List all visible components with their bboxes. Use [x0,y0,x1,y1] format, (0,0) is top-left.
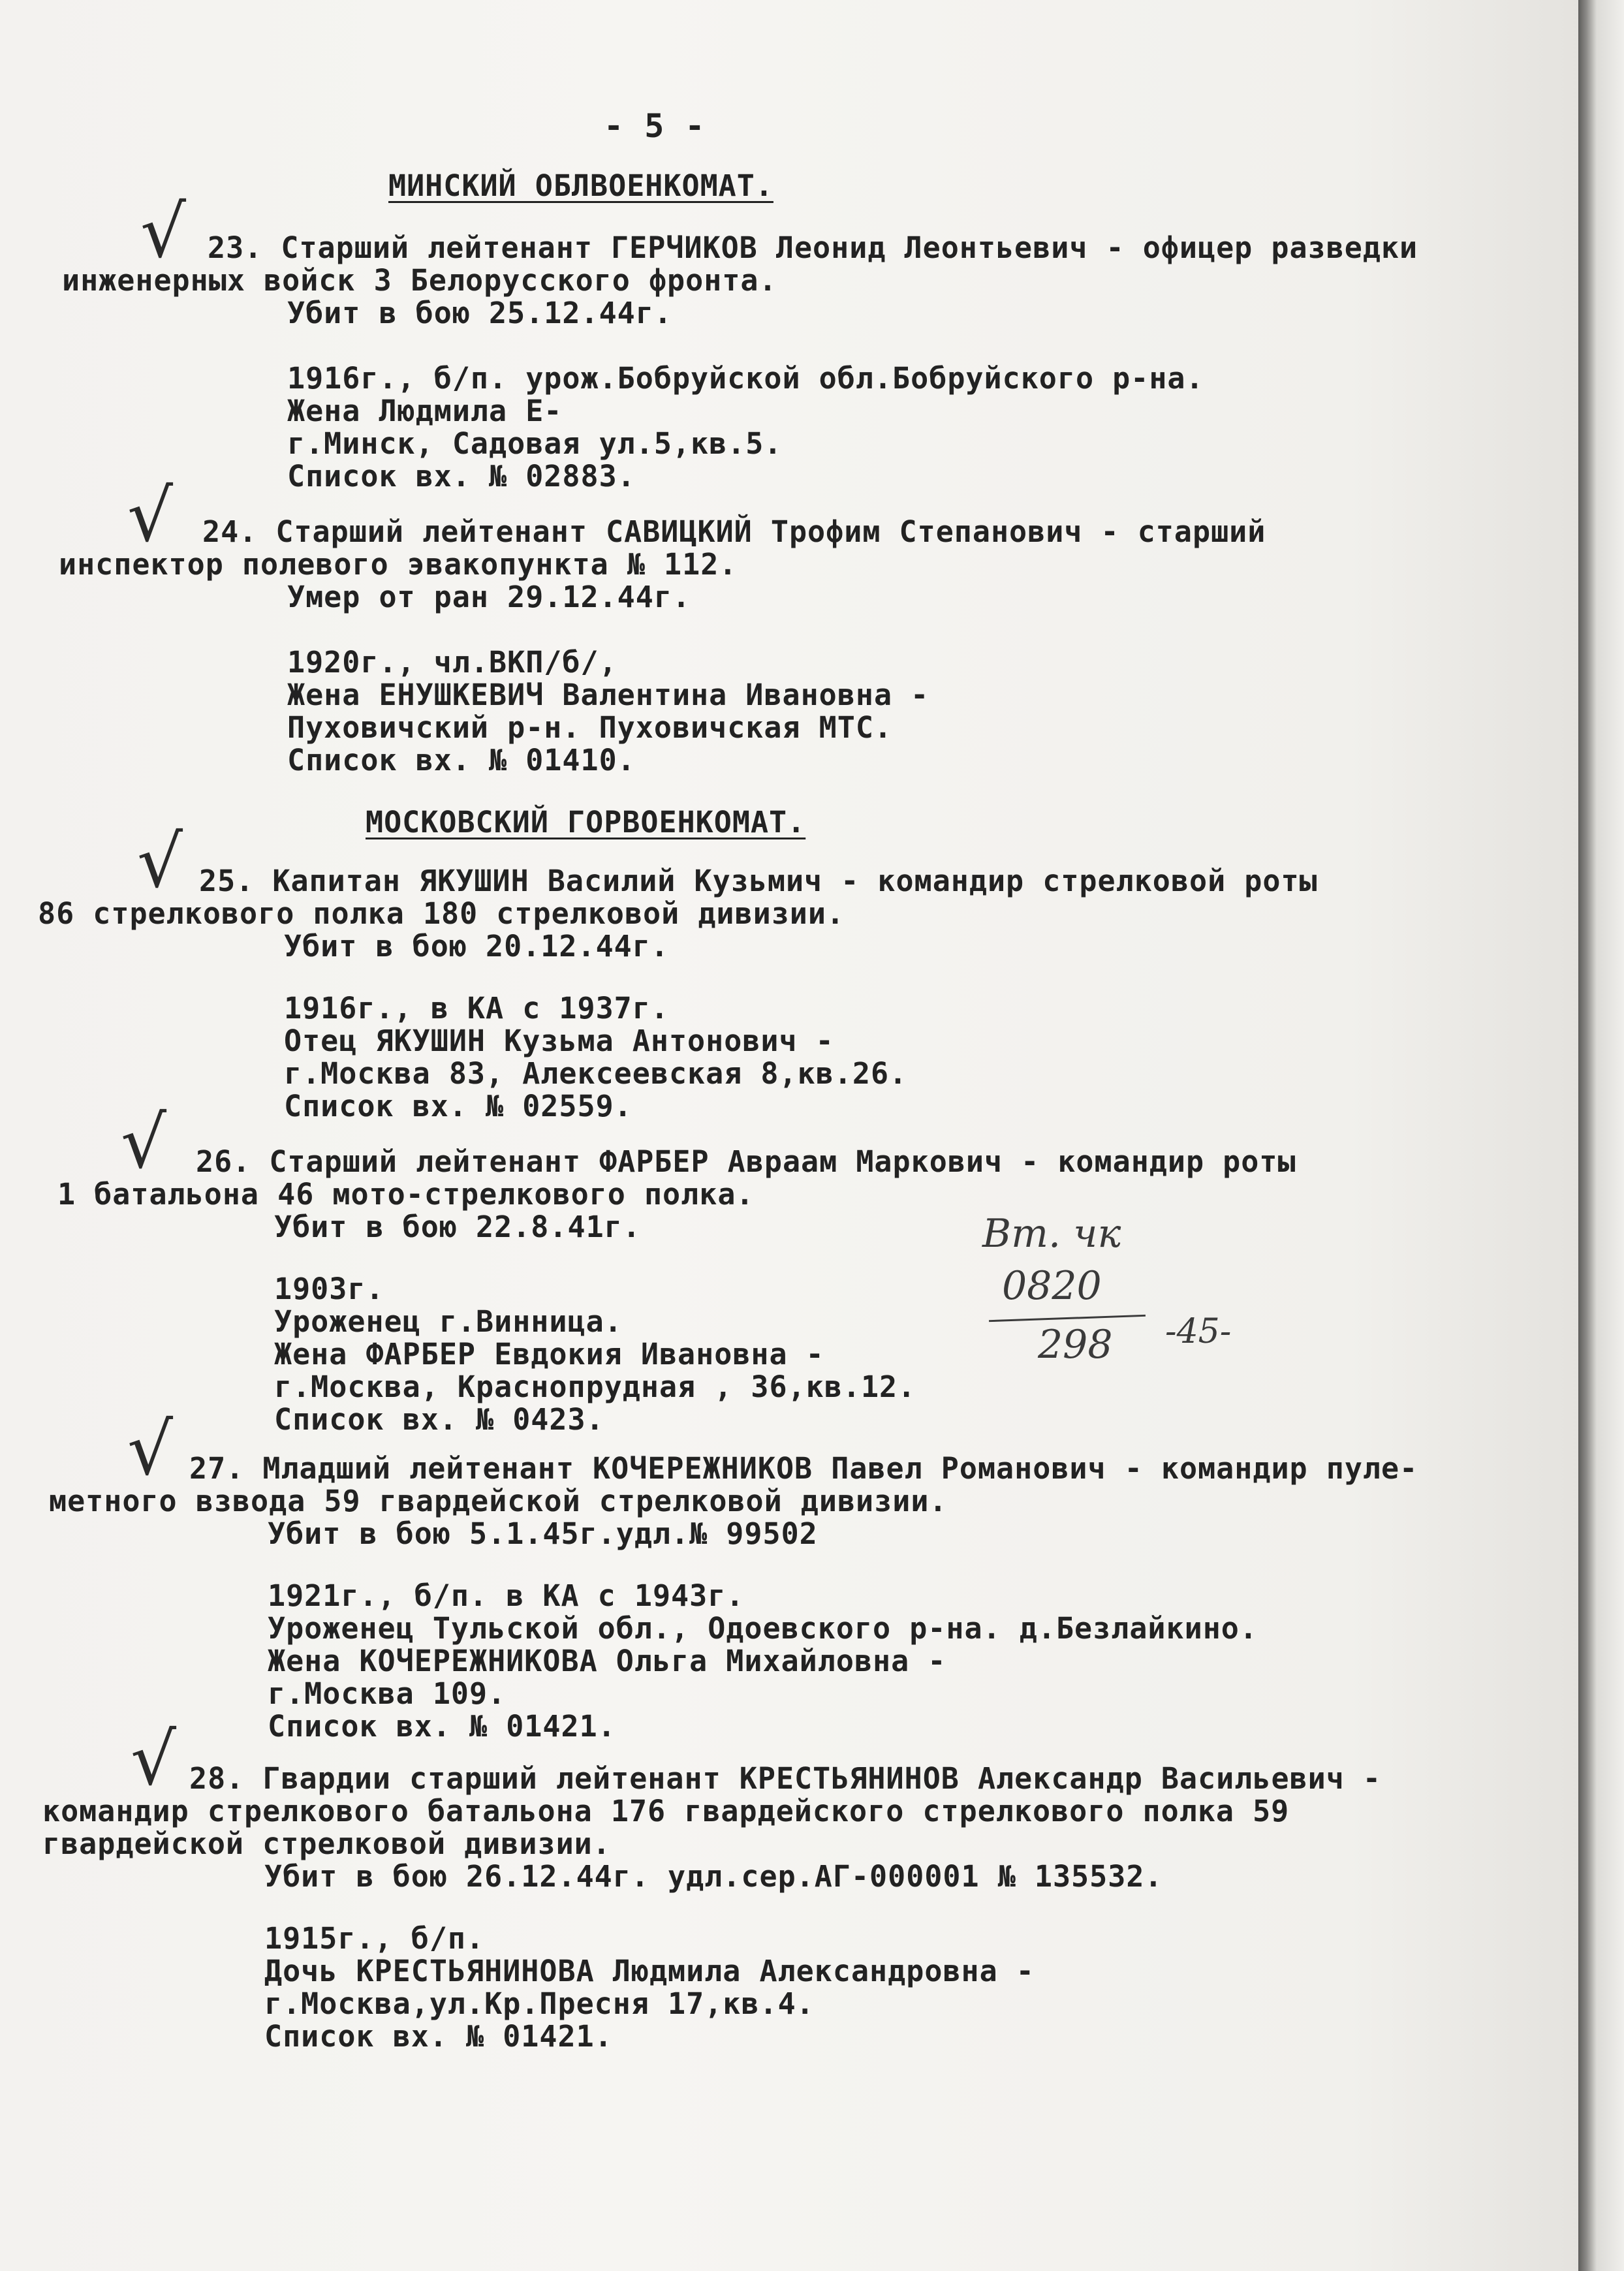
entry-28-line-7: г.Москва,ул.Кр.Пресня 17,кв.4. [264,1986,815,2021]
entry-24-line-1: 24. Старший лейтенант САВИЦКИЙ Трофим Степанович - старший [202,514,1266,549]
section-heading-moscow: МОСКОВСКИЙ ГОРВОЕНКОМАТ. [366,805,806,839]
entry-25-line-1: 25. Капитан ЯКУШИН Василий Кузьмич - командир стрелковой роты [199,864,1318,898]
entry-25-line-4: 1916г., в КА с 1937г. [284,991,669,1026]
entry-27-line-5: Уроженец Тульской обл., Одоевского р-на. д.Безлайкино. [268,1611,1258,1646]
entry-27-line-6: Жена КОЧЕРЕЖНИКОВА Ольга Михайловна - [268,1644,946,1678]
entry-26-line-1: 26. Старший лейтенант ФАРБЕР Авраам Маркович - командир роты [196,1144,1296,1179]
entry-28-line-5: 1915г., б/п. [264,1921,485,1956]
entry-23-line-5: Жена Людмила Е- [287,394,563,428]
entry-28-line-6: Дочь КРЕСТЬЯНИНОВА Людмила Александровна - [264,1954,1035,1988]
entry-26-line-2: 1 батальона 46 мото-стрелкового полка. [57,1177,755,1212]
entry-24-line-2: инспектор полевого эвакопункта № 112. [59,547,738,582]
page-edge-shadow [1578,0,1624,2271]
entry-26-line-3: Убит в бою 22.8.41г. [274,1210,641,1244]
checkmark-icon: √ [121,1101,167,1184]
entry-26-line-6: Жена ФАРБЕР Евдокия Ивановна - [274,1337,824,1371]
entry-27-line-3: Убит в бою 5.1.45г.удл.№ 99502 [268,1516,818,1551]
entry-26-line-8: Список вх. № 0423. [274,1402,604,1437]
entry-23-line-2: инженерных войск 3 Белорусского фронта. [62,263,777,298]
entry-28-line-8: Список вх. № 01421. [264,2019,613,2054]
entry-25-line-7: Список вх. № 02559. [284,1089,632,1123]
entry-28-line-2: командир стрелкового батальона 176 гвардейского стрелкового полка 59 [42,1794,1290,1828]
checkmark-icon: √ [127,474,174,557]
entry-27-line-4: 1921г., б/п. в КА с 1943г. [268,1578,745,1613]
entry-25-line-5: Отец ЯКУШИН Кузьма Антонович - [284,1024,834,1058]
entry-24-line-4: 1920г., чл.ВКП/б/, [287,645,617,680]
entry-28-line-3: гвардейской стрелковой дивизии. [42,1826,611,1861]
entry-23-line-6: г.Минск, Садовая ул.5,кв.5. [287,426,783,461]
entry-27-line-2: метного взвода 59 гвардейской стрелковой дивизии. [49,1484,948,1518]
entry-25-line-3: Убит в бою 20.12.44г. [284,929,669,963]
entry-26-line-5: Уроженец г.Винница. [274,1304,623,1339]
entry-24-line-7: Список вх. № 01410. [287,743,636,777]
entry-24-line-3: Умер от ран 29.12.44г. [287,580,691,614]
checkmark-icon: √ [137,820,183,903]
entry-26-line-7: г.Москва, Краснопрудная , 36,кв.12. [274,1370,916,1404]
entry-24-line-6: Пуховичский р-н. Пуховичская МТС. [287,710,893,745]
handwritten-note: 298 [1038,1322,1113,1368]
entry-23-line-1: 23. Старший лейтенант ГЕРЧИКОВ Леонид Леонтьевич - офицер разведки [208,230,1418,265]
entry-28-line-4: Убит в бою 26.12.44г. удл.сер.АГ-000001 № 135532. [264,1859,1163,1894]
section-heading-minsk: МИНСКИЙ ОБЛВОЕНКОМАТ. [388,168,773,203]
entry-27-line-7: г.Москва 109. [268,1676,507,1711]
checkmark-icon: √ [140,190,187,274]
entry-24-line-5: Жена ЕНУШКЕВИЧ Валентина Ивановна - [287,678,929,712]
entry-25-line-6: г.Москва 83, Алексеевская 8,кв.26. [284,1056,908,1091]
entry-26-line-4: 1903г. [274,1272,384,1306]
page-number: - 5 - [604,107,706,145]
entry-28-line-1: 28. Гвардии старший лейтенант КРЕСТЬЯНИНОВ Александр Васильевич - [189,1761,1381,1796]
entry-23-line-7: Список вх. № 02883. [287,459,636,493]
handwritten-note: 0820 [1002,1263,1102,1309]
checkmark-icon: √ [127,1407,174,1491]
entry-27-line-8: Список вх. № 01421. [268,1709,616,1744]
entry-27-line-1: 27. Младший лейтенант КОЧЕРЕЖНИКОВ Павел Романович - командир пуле- [189,1451,1418,1486]
entry-23-line-3: Убит в бою 25.12.44г. [287,296,672,330]
handwritten-note: Вт. чк [982,1211,1121,1257]
entry-25-line-2: 86 стрелкового полка 180 стрелковой дивизии. [38,896,845,931]
entry-23-line-4: 1916г., б/п. урож.Бобруйской обл.Бобруйского р-на. [287,361,1204,396]
handwritten-note: -45- [1165,1312,1232,1351]
checkmark-icon: √ [131,1717,177,1801]
